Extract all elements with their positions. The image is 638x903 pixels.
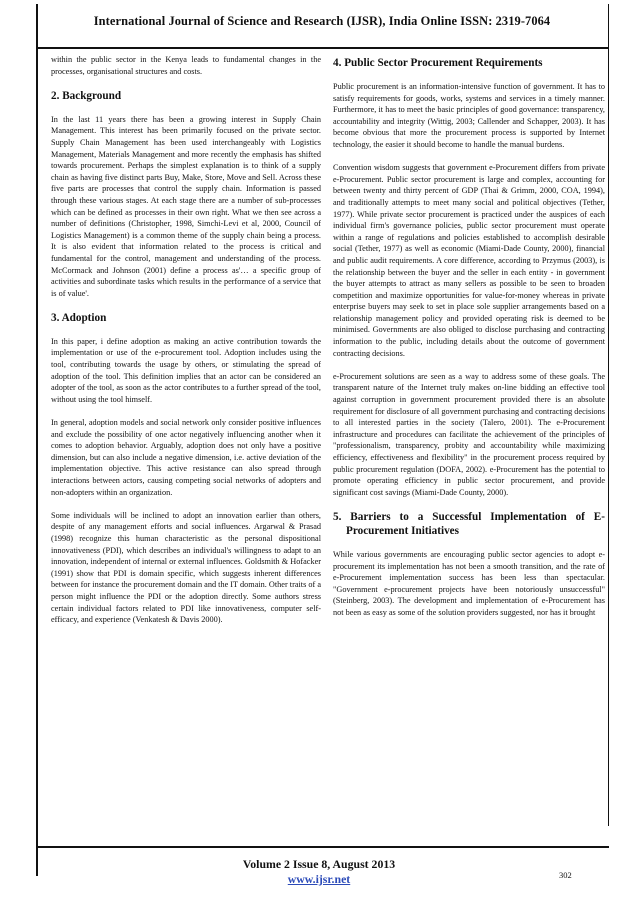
header-rule (36, 47, 609, 49)
section-4-heading: 4. Public Sector Procurement Requirements (333, 57, 543, 69)
section-4-paragraph-3: e-Procurement solutions are seen as a way to address some of these goals. The transparent nature of the Internet truly makes on-line bidding an effective tool against corruption in government procurement provided there is an absolute requirement for disclosure of all government purchasing and contracting decisions to all interested parties in the society (Talero, 2001). The e-Procurement infrastructure and procedures can facilitate the achievement of the principles of "professionalism, transparency, probity and accountability while maximizing efficiency, effectiveness and flexibility" in the procurement process required by public procurement regulation (DOFA, 2002). e-Procurement has the potential to promote operating efficiency in public sector procurement, and provide significant cost savings (Miami-Dade County, 2000). (333, 371, 605, 497)
section-5-paragraph-1: While various governments are encouraging public sector agencies to adopt e-procurement its implementation has not been a smooth transition, and the rate of e-Procurement implementation success has been less than spectacular. "Government e-procurement projects have been notoriously unsuccessful" (Steinberg, 2003). The development and implementation of e-Procurement has not been as easy as some of the solution providers suggested, nor has it brought (333, 549, 605, 617)
footer-volume: Volume 2 Issue 8, August 2013 (242, 857, 396, 871)
section-4-paragraph-2: Convention wisdom suggests that government e-Procurement differs from private e-Procurement. Public sector procurement is large and complex, accounting for between twenty and thirty percent of GDP (Thai & Grimm, 2000, COA, 1994), and traditionally attempts to meet many social and political objectives (Tether, 1977). While private sector procurement is practiced under the auspices of each individual firm's governance policies, public sector procurement must operate within a range of regulations and policies established to accomplish desirable social (Tether, 1977) as well as economic (Miami-Dade County, 2000), financial and public audit requirements. A core difference, according to Przymus (2003), is the relationship between the buyer and the seller in each entity - in government the buyer attempts to attract as many sellers as possible to be seen to broaden competition and maximize opportunities for value-for-money whereas in private enterprise buyers may seek to set in place sole supplier arrangements based on a relationship management policy and provided operating risk is deemed to be minimised. Governments are also obliged to disclose purchasing and contracting information to the public, including details about the outcome of government contracting decisions. (333, 163, 605, 358)
journal-title: International Journal of Science and Research (IJSR), India Online ISSN: 2319-7064 (93, 14, 551, 28)
section-3-heading: 3. Adoption (51, 311, 107, 324)
section-3-paragraph-3: Some individuals will be inclined to adopt an innovation earlier than others, despite of any management efforts and social influences. Argarwal & Prasad (1998) recognize this human characteristic as the personal dispositional innovativeness (PDI), which describes an individual's willingness to adapt to an innovation, independent of internal or external influences. Goldsmith & Hofacker (1991) show that PDI is domain specific, which suggests inherent differences between for instance the procurement domain and the IT domain. Other traits of a person might influence the PDI or the adoption directly. Some authors stress certain individual factors related to PDI like innovativeness, computer self-efficacy, and experience (Venkatesh & Davis 2000). (51, 510, 321, 625)
section-3-paragraph-1: In this paper, i define adoption as making an active contribution towards the implementation or use of the e-procurement tool. Adoption includes using the tool, contributing towards the usage by others, or stimulating the spread of adoption of the tool. This definition implies that an actor can be considered an adopter of the tool, as soon as the actor contributes to a further spread of the tool, without using the tool himself. (51, 336, 321, 404)
page-frame-left (36, 4, 38, 876)
section-4-paragraph-1: Public procurement is an information-intensive function of government. It has to satisfy requirements for goods, works, systems and services in a timely manner. Furthermore, it has to meet the basic principles of good governance: transparency, accountability and integrity (Wittig, 2003; Callender and Schapper, 2003). It has become obvious that more the procurement process is supported by Internet technology, the easier it should become to handle the manual burdens. (333, 82, 605, 149)
section-2-heading: 2. Background (51, 89, 122, 102)
section-3-paragraph-2: In general, adoption models and social network only consider positive influences and exclude the possibility of one actor negatively influencing another when it comes to adoption behavior. Arguably, adoption does not only have a positive dimension, but can also include a negative dimension, i.e. active deviation of the implementation objective. This active resistance can also spread through interactions between actors, causing competing social networks of adopters and non-adopters within an organization. (51, 418, 321, 497)
right-column (333, 54, 605, 630)
section-2-paragraph-1: In the last 11 years there has been a growing interest in Supply Chain Management. This interest has been primarily focused on the private sector. Supply Chain Management has been used interchangeably with Logistics Management, Materials Management and more recently the emphasis has shifted towards procurement. Perhaps the simplest explanation is to think of a supply chain as having five distinct parts Buy, Make, Store, Move and Sell. Across these five parts are processes that control the supply chain. Information is passed through these various stages. At each stage there are a number of sub-processes which can be defined as processes in their own right. What we then see across a number of definitions (Christopher, 1998, Simchi-Levi et al, 2000, Council of Logistics Management) is a common theme of the supply chain being a process. It is also evident that information related to the process is critical and fundamental for the control, management and understanding of the process. McCormack and Johnson (2001) define a process as'… a specific group of activities and subordinate tasks which results in the performance of a service that is of value'. (51, 114, 321, 298)
left-column (51, 54, 321, 637)
page-frame-right (608, 4, 610, 826)
page-number: 302 (559, 870, 572, 880)
section-5-heading: 5. Barriers to a Successful Implementation of E-Procurement Initiatives (333, 510, 605, 537)
footer-rule (36, 846, 609, 848)
footer-url-link[interactable]: www.ijsr.net (287, 872, 351, 886)
journal-header (36, 6, 608, 42)
intro-paragraph: within the public sector in the Kenya leads to fundamental changes in the processes, organisational structures and costs. (51, 55, 321, 76)
